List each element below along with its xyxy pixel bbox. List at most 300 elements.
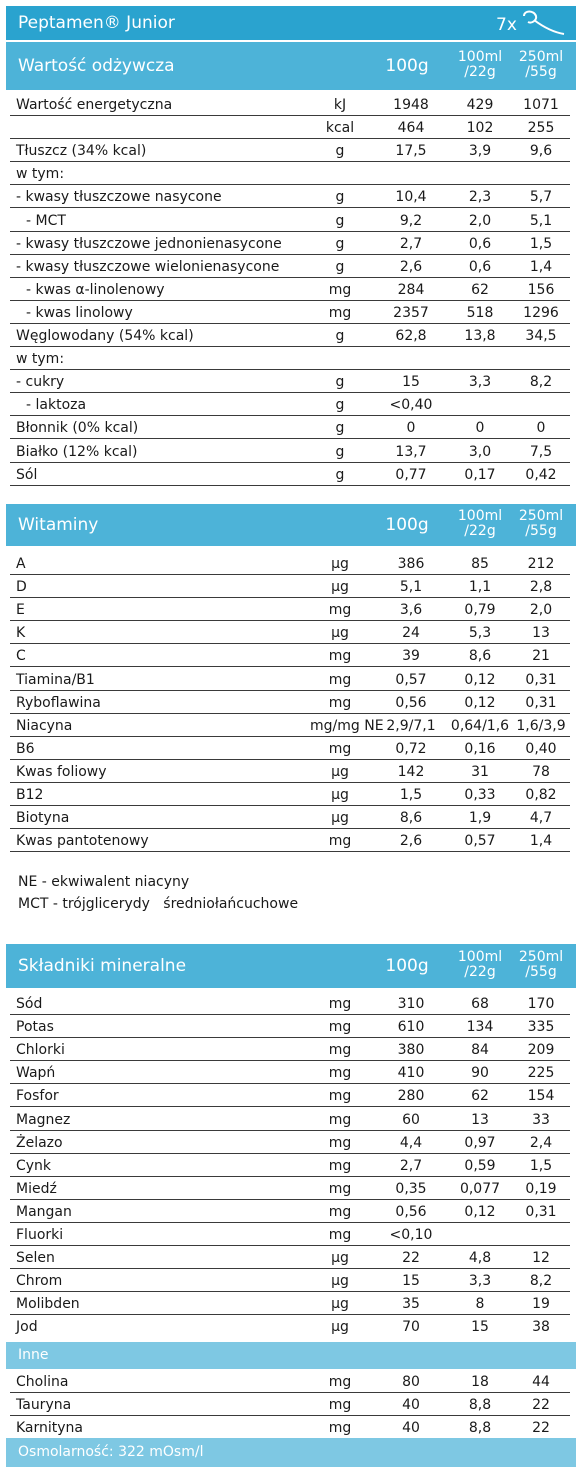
row-unit: kcal (325, 120, 355, 137)
table-row (10, 231, 570, 255)
row-value-100ml: 15 (471, 1319, 489, 1336)
col-250ml (510, 950, 572, 980)
col-250ml-weight: /55g (525, 523, 557, 539)
table-row (10, 1245, 570, 1269)
row-name: Błonnik (0% kcal) (16, 420, 139, 437)
table-row (10, 991, 570, 1015)
row-name: Jod (16, 1319, 38, 1336)
row-value-250ml: 255 (527, 120, 555, 137)
row-value-250ml: 0,19 (525, 1180, 557, 1197)
row-value-100ml: 85 (471, 556, 489, 572)
row-value-100ml: 0 (475, 420, 485, 437)
row-value-100g: 284 (397, 281, 425, 298)
row-value-250ml: 8,2 (529, 374, 553, 391)
row-value-100ml: 0,12 (464, 671, 496, 688)
row-value-100g: 380 (397, 1042, 425, 1059)
row-value-100g: 610 (397, 1019, 425, 1036)
row-value-100ml: 62 (471, 1088, 489, 1105)
table-row (10, 828, 570, 852)
table-row (10, 1222, 570, 1246)
row-value-250ml: 1,4 (529, 833, 553, 850)
row-unit: µg (331, 1250, 349, 1267)
row-value-100ml: 62 (471, 281, 489, 298)
row-value-100ml: 84 (471, 1042, 489, 1059)
row-name: Tłuszcz (34% kcal) (16, 143, 147, 160)
row-name: - kwasy tłuszczowe wielonienasycone (16, 258, 280, 275)
row-value-100g: 142 (397, 763, 425, 780)
row-value-250ml: 209 (527, 1042, 555, 1059)
row-value-250ml: 44 (532, 1374, 550, 1390)
row-value-250ml: 154 (527, 1088, 555, 1105)
row-value-250ml: 4,7 (529, 810, 553, 827)
table-row (10, 574, 570, 598)
table-row (10, 300, 570, 324)
row-name: - cukry (16, 374, 65, 391)
row-value-100ml: 0,64/1,6 (450, 717, 510, 734)
row-unit: mg (328, 1088, 352, 1105)
row-name: K (16, 625, 26, 642)
row-unit: g (335, 258, 345, 275)
row-unit: g (335, 420, 345, 437)
row-name: - kwas α-linolenowy (26, 281, 165, 298)
col-250ml-volume: 250ml (518, 949, 564, 965)
row-value-250ml: 5,7 (529, 189, 553, 206)
row-unit: mg (328, 304, 352, 321)
row-value-250ml: 13 (532, 625, 550, 642)
row-name: C (16, 648, 26, 665)
row-name: Fluorki (16, 1227, 64, 1243)
table-row (10, 415, 570, 439)
table-row (10, 1037, 570, 1061)
row-value-250ml: 22 (532, 1397, 550, 1414)
row-name: B6 (16, 740, 35, 757)
row-unit: mg (328, 694, 352, 711)
row-value-100g: 40 (402, 1420, 420, 1437)
row-value-100g: 60 (402, 1111, 420, 1128)
row-value-250ml: 225 (527, 1065, 555, 1082)
row-value-100g: 0 (406, 420, 416, 437)
table-row (10, 1415, 570, 1438)
table-row (10, 713, 570, 737)
row-name: - kwas linolowy (26, 304, 133, 321)
row-value-250ml: 5,1 (529, 212, 553, 229)
row-value-100g: 2,6 (399, 833, 423, 850)
col-250ml-weight: /55g (525, 64, 557, 80)
row-name: Cholina (16, 1374, 69, 1390)
row-value-100g: 5,1 (399, 579, 423, 596)
row-value-100g: 70 (402, 1319, 420, 1336)
row-name: Chrom (16, 1273, 63, 1290)
row-value-100ml: 0,17 (464, 466, 496, 483)
table-row (10, 323, 570, 347)
row-value-250ml: 33 (532, 1111, 550, 1128)
table-row (10, 1014, 570, 1038)
row-value-100g: 0,57 (395, 671, 427, 688)
row-name: A (16, 556, 26, 572)
row-value-100g: 4,4 (399, 1134, 423, 1151)
row-name: B12 (16, 787, 44, 803)
other-title: Inne (18, 1347, 49, 1363)
row-unit: mg (328, 1065, 352, 1082)
row-value-100g: 410 (397, 1065, 425, 1082)
row-name: Kwas pantotenowy (16, 833, 149, 850)
row-value-250ml: 1,5 (529, 1157, 553, 1174)
row-value-100ml: 3,9 (468, 143, 492, 160)
row-unit: mg (328, 833, 352, 850)
row-value-100g: 2,7 (399, 235, 423, 252)
row-unit: mg (328, 1420, 352, 1437)
row-value-100g: 0,35 (395, 1180, 427, 1197)
row-name: D (16, 579, 27, 596)
row-value-100g: 3,6 (399, 602, 423, 619)
product-name: Peptamen® Junior (18, 13, 175, 33)
row-value-100ml: 1,9 (468, 810, 492, 827)
row-unit: g (335, 143, 345, 160)
col-100ml (444, 50, 516, 80)
osmolarity-text: Osmolarność: 322 mOsm/l (18, 1444, 204, 1460)
row-value-250ml: 9,6 (529, 143, 553, 160)
table-row (10, 643, 570, 667)
row-unit: mg (328, 1374, 352, 1390)
row-unit: mg (328, 740, 352, 757)
row-value-100g: 39 (402, 648, 420, 665)
row-name: Chlorki (16, 1042, 65, 1059)
row-unit: mg (328, 1042, 352, 1059)
row-value-100g: 0,56 (395, 1203, 427, 1220)
row-unit: mg (328, 281, 352, 298)
table-row (10, 1083, 570, 1107)
row-value-100g: <0,40 (389, 397, 433, 414)
table-row (10, 551, 570, 575)
table-row (10, 92, 570, 116)
row-unit: mg (328, 1019, 352, 1036)
row-value-250ml: 19 (532, 1296, 550, 1313)
row-name: Selen (16, 1250, 55, 1267)
row-unit: mg (328, 1180, 352, 1197)
row-name: - kwasy tłuszczowe jednonienasycone (16, 235, 282, 252)
table-row (10, 690, 570, 714)
row-value-250ml: 7,5 (529, 443, 553, 460)
row-name: Cynk (16, 1157, 52, 1174)
row-unit: mg (328, 602, 352, 619)
row-value-100ml: 0,12 (464, 694, 496, 711)
row-name: Tiamina/B1 (16, 671, 95, 688)
row-unit: g (335, 397, 345, 414)
row-value-250ml: 156 (527, 281, 555, 298)
col-100g: 100g (385, 515, 429, 535)
row-value-100ml: 0,59 (464, 1157, 496, 1174)
row-value-250ml: 22 (532, 1420, 550, 1437)
row-value-100g: 2357 (393, 304, 429, 321)
row-value-250ml: 34,5 (525, 328, 557, 344)
row-value-100g: 17,5 (395, 143, 427, 160)
col-250ml (510, 509, 572, 539)
row-value-250ml: 0,42 (525, 466, 557, 483)
row-value-100g: 2,9/7,1 (386, 717, 436, 734)
row-value-250ml: 2,4 (529, 1134, 553, 1151)
row-value-100ml: 2,3 (468, 189, 492, 206)
row-name: Ryboflawina (16, 694, 101, 711)
row-name: Niacyna (16, 717, 73, 734)
col-100ml-volume: 100ml (457, 949, 503, 965)
row-value-100g: 13,7 (395, 443, 427, 460)
row-value-100g: 15 (402, 374, 420, 391)
row-name: Żelazo (16, 1134, 63, 1151)
table-row (10, 1392, 570, 1416)
row-name: - kwasy tłuszczowe nasycone (16, 189, 222, 206)
table-row (10, 736, 570, 760)
col-100ml (444, 509, 516, 539)
row-name: Wartość energetyczna (16, 97, 173, 113)
col-100g: 100g (385, 56, 429, 76)
row-value-100g: 2,7 (399, 1157, 423, 1174)
table-row (10, 1291, 570, 1315)
col-100ml-weight: /22g (464, 523, 496, 539)
row-value-100g: 464 (397, 120, 425, 137)
table-row (10, 277, 570, 301)
row-value-250ml: 0,31 (525, 1203, 557, 1220)
row-value-100ml: 1,1 (468, 579, 492, 596)
row-value-100g: 1,5 (399, 787, 423, 803)
row-value-250ml: 212 (527, 556, 555, 572)
row-unit: µg (331, 579, 349, 596)
row-value-100ml: 8 (475, 1296, 485, 1313)
row-unit: g (335, 212, 345, 229)
row-value-100ml: 4,8 (468, 1250, 492, 1267)
col-250ml-volume: 250ml (518, 49, 564, 65)
table-row (10, 208, 570, 232)
row-value-250ml: 12 (532, 1250, 550, 1267)
row-unit: g (335, 189, 345, 206)
table-row (10, 369, 570, 393)
table-row (10, 1130, 570, 1154)
note-mct: MCT - trójglicerydy średniołańcuchowe (18, 896, 299, 912)
row-unit: mg (328, 1111, 352, 1128)
row-unit: mg (328, 648, 352, 665)
col-250ml (510, 50, 572, 80)
row-unit: mg/mg NE (310, 717, 384, 734)
row-name: Molibden (16, 1296, 80, 1313)
row-name: w tym: (16, 351, 65, 368)
row-name: - laktoza (26, 397, 87, 414)
row-value-100g: 9,2 (399, 212, 423, 229)
row-value-100ml: 0,6 (468, 235, 492, 252)
row-value-100g: <0,10 (389, 1227, 433, 1243)
row-value-100ml: 102 (466, 120, 494, 137)
table-row (10, 392, 570, 416)
col-100ml (444, 950, 516, 980)
row-name: Wapń (16, 1065, 56, 1082)
vitamins-header (6, 504, 576, 546)
row-name: Sól (16, 466, 38, 483)
row-value-100ml: 0,12 (464, 1203, 496, 1220)
row-value-250ml: 1296 (523, 304, 559, 321)
row-value-100ml: 8,6 (468, 648, 492, 665)
col-250ml-volume: 250ml (518, 508, 564, 524)
row-unit: g (335, 235, 345, 252)
vitamins-title: Witaminy (18, 515, 99, 535)
row-unit: µg (331, 1319, 349, 1336)
row-value-100g: 0,77 (395, 466, 427, 483)
row-value-100g: 1948 (393, 97, 429, 113)
row-value-100ml: 2,0 (468, 212, 492, 229)
row-value-100ml: 0,6 (468, 258, 492, 275)
row-unit: mg (328, 1203, 352, 1220)
row-value-250ml: 0,31 (525, 671, 557, 688)
row-value-100g: 35 (402, 1296, 420, 1313)
row-value-100g: 8,6 (399, 810, 423, 827)
row-value-100ml: 13,8 (464, 328, 496, 344)
table-row (10, 782, 570, 806)
row-value-100g: 280 (397, 1088, 425, 1105)
row-name: Sód (16, 996, 43, 1012)
table-row (10, 1153, 570, 1177)
table-row (10, 254, 570, 278)
row-value-250ml: 1071 (523, 97, 559, 113)
row-value-100ml: 0,97 (464, 1134, 496, 1151)
row-value-100ml: 3,3 (468, 374, 492, 391)
row-unit: µg (331, 1273, 349, 1290)
row-unit: mg (328, 1134, 352, 1151)
row-name: E (16, 602, 25, 619)
row-value-100g: 310 (397, 996, 425, 1012)
row-value-100ml: 68 (471, 996, 489, 1012)
osmolarity-band (6, 1438, 576, 1467)
row-value-100ml: 3,0 (468, 443, 492, 460)
note-niacin-equivalent: NE - ekwiwalent niacyny (18, 874, 190, 890)
row-value-250ml: 2,0 (529, 602, 553, 619)
row-value-100g: 0,56 (395, 694, 427, 711)
row-value-100g: 40 (402, 1397, 420, 1414)
row-value-100ml: 8,8 (468, 1420, 492, 1437)
row-unit: g (335, 466, 345, 483)
row-value-250ml: 8,2 (529, 1273, 553, 1290)
col-100ml-weight: /22g (464, 964, 496, 980)
table-row (10, 1176, 570, 1200)
table-row (10, 759, 570, 783)
row-unit: g (335, 328, 345, 344)
table-row (10, 597, 570, 621)
row-unit: µg (331, 625, 349, 642)
row-value-100ml: 0,79 (464, 602, 496, 619)
table-row (10, 161, 570, 185)
row-value-100g: 80 (402, 1374, 420, 1390)
minerals-header (6, 944, 576, 988)
row-name: Potas (16, 1019, 54, 1036)
table-row (10, 439, 570, 463)
table-row (10, 805, 570, 829)
row-unit: mg (328, 1227, 352, 1243)
row-unit: g (335, 374, 345, 391)
row-value-100ml: 8,8 (468, 1397, 492, 1414)
table-row (10, 462, 570, 486)
row-value-100g: 24 (402, 625, 420, 642)
table-row (10, 667, 570, 691)
row-value-100ml: 134 (466, 1019, 494, 1036)
col-250ml-weight: /55g (525, 964, 557, 980)
row-name: Magnez (16, 1111, 71, 1128)
table-row (10, 346, 570, 370)
row-value-250ml: 1,4 (529, 258, 553, 275)
row-value-100g: 62,8 (395, 328, 427, 344)
row-value-100ml: 0,077 (459, 1180, 501, 1197)
row-name: Węglowodany (54% kcal) (16, 328, 194, 344)
col-100ml-weight: /22g (464, 64, 496, 80)
row-value-250ml: 1,5 (529, 235, 553, 252)
row-value-250ml: 21 (532, 648, 550, 665)
table-row (10, 1369, 570, 1393)
row-value-100ml: 90 (471, 1065, 489, 1082)
row-value-250ml: 0 (536, 420, 546, 437)
table-row (10, 620, 570, 644)
nutrition-header (6, 42, 576, 90)
row-name: Mangan (16, 1203, 72, 1220)
row-value-250ml: 0,82 (525, 787, 557, 803)
row-value-100ml: 13 (471, 1111, 489, 1128)
row-unit: kJ (333, 97, 347, 113)
row-name: Miedź (16, 1180, 57, 1197)
col-100g: 100g (385, 956, 429, 976)
row-unit: mg (328, 1157, 352, 1174)
row-value-100ml: 0,16 (464, 740, 496, 757)
row-value-100g: 0,72 (395, 740, 427, 757)
other-header (6, 1342, 576, 1369)
table-row (10, 184, 570, 208)
row-unit: µg (331, 810, 349, 827)
row-value-100ml: 3,3 (468, 1273, 492, 1290)
row-value-100ml: 5,3 (468, 625, 492, 642)
table-row (10, 1107, 570, 1131)
col-100ml-volume: 100ml (457, 508, 503, 524)
product-title-band (6, 6, 576, 40)
row-value-250ml: 38 (532, 1319, 550, 1336)
row-value-100ml: 0,57 (464, 833, 496, 850)
row-unit: µg (331, 556, 349, 572)
minerals-title: Składniki mineralne (18, 956, 187, 976)
row-unit: mg (328, 1397, 352, 1414)
table-row (10, 1314, 570, 1337)
row-name: w tym: (16, 166, 65, 183)
row-value-100ml: 18 (471, 1374, 489, 1390)
row-name: - MCT (26, 212, 66, 229)
row-value-250ml: 78 (532, 763, 550, 780)
row-unit: µg (331, 1296, 349, 1313)
table-row (10, 138, 570, 162)
table-row (10, 1199, 570, 1223)
row-value-250ml: 335 (527, 1019, 555, 1036)
row-value-250ml: 0,31 (525, 694, 557, 711)
servings-count: 7x (496, 15, 517, 35)
row-value-100g: 10,4 (395, 189, 427, 206)
row-value-100g: 386 (397, 556, 425, 572)
row-unit: µg (331, 787, 349, 803)
row-unit: mg (328, 671, 352, 688)
row-name: Fosfor (16, 1088, 59, 1105)
row-unit: g (335, 443, 345, 460)
row-name: Kwas foliowy (16, 763, 107, 780)
table-row (10, 1060, 570, 1084)
row-value-100ml: 0,33 (464, 787, 496, 803)
table-row (10, 1268, 570, 1292)
row-unit: mg (328, 996, 352, 1012)
row-unit: µg (331, 763, 349, 780)
scoop-icon (520, 8, 568, 42)
nutrition-title: Wartość odżywcza (18, 56, 175, 76)
row-value-100ml: 518 (466, 304, 494, 321)
row-name: Białko (12% kcal) (16, 443, 138, 460)
row-value-250ml: 0,40 (525, 740, 557, 757)
row-value-250ml: 2,8 (529, 579, 553, 596)
